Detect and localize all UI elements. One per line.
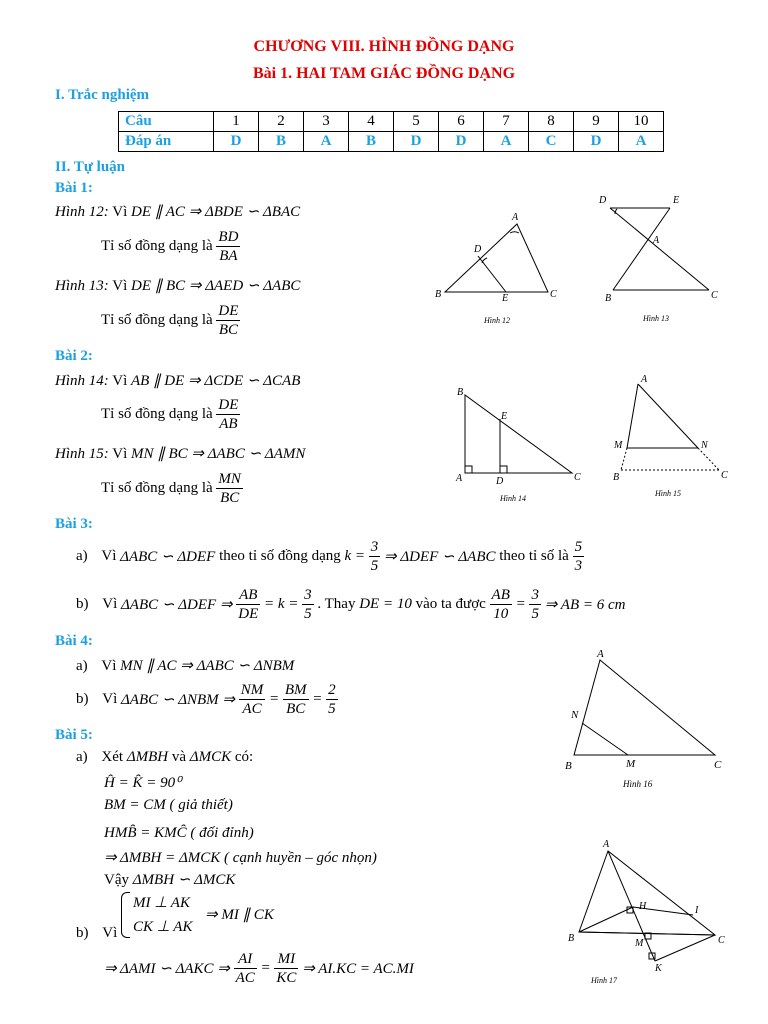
- math-expression: DE = 10: [359, 596, 412, 612]
- numerator: BD: [218, 229, 239, 245]
- point-label: A: [597, 648, 604, 660]
- numerator: MN: [218, 471, 241, 487]
- math-expression: ΔMBH: [126, 749, 169, 765]
- math-expression: ΔABC ∽ ΔNBM ⇒: [121, 692, 235, 708]
- bai5-line5: [104, 870, 235, 889]
- numerator: 2: [328, 682, 336, 698]
- question-number: 9: [574, 112, 619, 132]
- point-label: C: [714, 759, 722, 771]
- math-k: k =: [344, 548, 366, 564]
- vi-word: Vì: [102, 925, 118, 941]
- bai1-h13-ratio: [101, 302, 240, 339]
- figure-caption: Hình 15: [655, 489, 681, 498]
- vi-word: Vì: [112, 204, 128, 220]
- item-marker: b): [76, 596, 89, 612]
- segment-mb: [621, 448, 627, 470]
- fraction: [239, 681, 266, 718]
- fraction: [216, 302, 240, 339]
- point-label: E: [673, 195, 680, 206]
- ratio-text: Tỉ số đồng dạng là: [101, 238, 213, 254]
- section-tu-luan: II. Tự luận: [55, 159, 126, 175]
- fraction: [573, 538, 585, 575]
- denominator: KC: [276, 970, 297, 986]
- point-label: M: [626, 758, 636, 770]
- figure-caption: Hình 12: [484, 316, 510, 325]
- vi-word: Vì: [112, 373, 128, 389]
- figure-ref: Hình 15:: [55, 446, 109, 462]
- figure-ref: Hình 12:: [55, 204, 109, 220]
- figure-caption: Hình 14: [500, 494, 526, 503]
- math-eq: =: [312, 691, 323, 707]
- math-expression: ΔABC ∽ ΔDEF ⇒: [121, 597, 233, 613]
- numerator: 3: [370, 539, 379, 555]
- denominator: 10: [493, 606, 509, 622]
- numerator: DE: [218, 397, 239, 413]
- ratio-text: Tỉ số đồng dạng là: [101, 480, 213, 496]
- bai1-label: Bài 1:: [55, 180, 93, 196]
- bai2-h15-ratio: [101, 470, 243, 507]
- numerator: 3: [531, 587, 539, 603]
- answer-cell: D: [574, 132, 619, 152]
- answer-cell: C: [529, 132, 574, 152]
- point-label: A: [512, 212, 519, 223]
- point-label: M: [614, 440, 623, 451]
- question-number: 7: [484, 112, 529, 132]
- segment-an: [638, 384, 698, 448]
- point-label: B: [435, 289, 442, 300]
- point-label: A: [456, 473, 463, 484]
- point-label: B: [613, 472, 620, 483]
- bai5-final-line: ⇒ ΔAMI ∽ ΔAKC ⇒ $\frac{AI}{AC}$ = $\frac{MI}{KC}$ ⇒ AI.KC = AC.MI: [104, 951, 414, 986]
- answer-cell: B: [259, 132, 304, 152]
- point-label: C: [718, 935, 725, 946]
- math-expression: ΔMCK: [189, 749, 232, 765]
- bai2-label: Bài 2:: [55, 348, 93, 364]
- answer-cell: A: [484, 132, 529, 152]
- math-expression: ⇒ AB = 6 cm: [544, 597, 626, 613]
- fraction: [216, 470, 243, 507]
- table-header-dap-an: Đáp án: [119, 132, 214, 152]
- bai5-line2: [104, 797, 233, 814]
- ratio-text: Tỉ số đồng dạng là: [101, 406, 213, 422]
- fraction: [216, 228, 240, 265]
- triangle-abc: [465, 395, 572, 473]
- va-word: và: [171, 749, 187, 765]
- question-number: 6: [439, 112, 484, 132]
- answer-cell: D: [394, 132, 439, 152]
- vi-word: Vì: [102, 596, 118, 612]
- answer-cell: D: [439, 132, 484, 152]
- co-word: có:: [234, 749, 254, 765]
- vi-word: Vì: [112, 446, 128, 462]
- math-expression: BM = CM: [104, 797, 166, 813]
- item-marker: a): [76, 548, 88, 564]
- bai5-label: Bài 5:: [55, 727, 93, 743]
- answer-cell: A: [304, 132, 349, 152]
- point-label: C: [574, 472, 581, 483]
- vi-word: Vì: [101, 548, 117, 564]
- math-expression: DE ∥ AC ⇒ ΔBDE ∽ ΔBAC: [130, 204, 301, 220]
- segment-am: [627, 384, 638, 448]
- item-marker: b): [76, 925, 89, 941]
- point-label: E: [502, 293, 509, 304]
- math-expression: = k =: [263, 596, 299, 612]
- numerator: MI: [274, 950, 298, 969]
- bai4-b-line: [76, 681, 338, 718]
- angle-mark: [482, 258, 487, 263]
- point-label: B: [457, 387, 464, 398]
- segment-ak: [608, 851, 655, 961]
- numerator: 3: [304, 587, 312, 603]
- point-label: C: [721, 470, 728, 481]
- segment-nm: [582, 723, 628, 755]
- point-label: N: [571, 709, 579, 721]
- denominator: 5: [304, 606, 312, 622]
- denominator: 3: [574, 558, 583, 574]
- bai4-a-line: [76, 656, 294, 675]
- point-label: A: [641, 374, 648, 385]
- math-expression: MN ∥ BC ⇒ ΔABC ∽ ΔAMN: [130, 446, 306, 462]
- figure-12: [430, 205, 565, 330]
- bai5-line4: [104, 848, 377, 867]
- numerator: DE: [218, 303, 239, 319]
- numerator: AB: [236, 586, 260, 605]
- fraction: [369, 538, 381, 575]
- point-label: A: [603, 839, 610, 850]
- text-segment: vào ta được: [415, 596, 486, 612]
- denominator: BC: [218, 322, 238, 338]
- question-number: 3: [304, 112, 349, 132]
- point-label: N: [701, 440, 708, 451]
- item-marker: a): [76, 658, 88, 674]
- table-row: [119, 132, 664, 152]
- bai5-line1: H̑ = K̑ = 90⁰: [104, 775, 182, 791]
- xet-word: Xét: [101, 749, 124, 765]
- figure-ref: Hình 14:: [55, 373, 109, 389]
- math-expression: ⇒ ΔMBH = ΔMCK: [104, 850, 221, 866]
- fraction: [326, 681, 338, 718]
- bai3-label: Bài 3:: [55, 516, 93, 532]
- table-row: [119, 112, 664, 132]
- item-marker: b): [76, 691, 89, 707]
- math-expression: ⇒ AI.KC = AC.MI: [302, 961, 414, 977]
- figure-caption: Hình 16: [623, 779, 653, 789]
- answer-table: [118, 111, 664, 152]
- denominator: AB: [219, 416, 238, 432]
- text-segment: theo tỉ số đồng dạng: [219, 548, 341, 564]
- figure-ref: Hình 13:: [55, 278, 109, 294]
- vi-word: Vì: [112, 278, 128, 294]
- denominator: DE: [238, 606, 259, 622]
- bai1-h12-ratio: [101, 228, 240, 265]
- figure-caption: Hình 13: [643, 314, 669, 323]
- numerator: BM: [284, 682, 307, 698]
- point-label: B: [568, 933, 575, 944]
- lesson-title: Bài 1. HAI TAM GIÁC ĐỒNG DẠNG: [252, 65, 516, 82]
- answer-cell: D: [214, 132, 259, 152]
- system-brace: [121, 892, 130, 938]
- math-eq: =: [269, 691, 280, 707]
- bai3-a-line: [76, 538, 584, 575]
- denominator: 5: [328, 701, 336, 717]
- bai5-b-marker: [76, 925, 117, 942]
- denominator: 5: [531, 606, 539, 622]
- bai3-b-line: [76, 586, 625, 623]
- point-label: K: [655, 963, 662, 974]
- bai2-h14-ratio: [101, 396, 240, 433]
- system-result: ⇒ MI ∥ CK: [205, 907, 274, 923]
- figure-16: [560, 645, 735, 795]
- right-angle-mark: [500, 466, 507, 473]
- fraction: [283, 681, 309, 718]
- point-label: B: [605, 293, 612, 304]
- point-label: E: [501, 411, 508, 422]
- denominator: 5: [370, 558, 379, 574]
- denominator: BC: [286, 701, 306, 717]
- fraction: [234, 950, 257, 987]
- math-expression: AB ∥ DE ⇒ ΔCDE ∽ ΔCAB: [130, 373, 301, 389]
- note: ( cạnh huyền – góc nhọn): [224, 850, 377, 866]
- chapter-title: CHƯƠNG VIII. HÌNH ĐỒNG DẠNG: [253, 38, 515, 55]
- point-label: A: [653, 235, 660, 246]
- figure-17: [563, 835, 738, 990]
- segment-ck: [655, 935, 715, 961]
- point-label: H: [639, 901, 647, 912]
- numerator: NM: [240, 682, 264, 698]
- denominator: AC: [235, 970, 255, 986]
- right-angle-mark: [465, 466, 472, 473]
- triangle-abc: [574, 660, 715, 755]
- ratio-text: Tỉ số đồng dạng là: [101, 312, 213, 328]
- fraction: [274, 950, 298, 987]
- point-label: M: [635, 938, 644, 949]
- item-marker: a): [76, 749, 88, 765]
- math-expression: ΔMBH ∽ ΔMCK: [132, 872, 236, 888]
- math-expression: ⇒ ΔDEF ∽ ΔABC: [384, 549, 496, 565]
- question-number: 2: [259, 112, 304, 132]
- bai1-h13-line: [55, 276, 300, 295]
- answer-cell: B: [349, 132, 394, 152]
- denominator: AC: [242, 701, 262, 717]
- vi-word: Vì: [102, 691, 118, 707]
- figure-13: [595, 190, 725, 325]
- question-number: 5: [394, 112, 439, 132]
- math-expression: ΔABC ∽ ΔDEF: [120, 549, 216, 565]
- point-label: I: [695, 905, 699, 916]
- point-label: D: [599, 195, 607, 206]
- system-line2: CK ⊥ AK: [133, 919, 193, 935]
- triangle-abc: [445, 224, 548, 292]
- bai5-line3: [104, 825, 254, 842]
- fraction: [490, 586, 512, 623]
- note: ( giả thiết): [169, 797, 233, 813]
- system-line1: MI ⊥ AK: [133, 895, 190, 911]
- fraction: [529, 586, 541, 623]
- fraction: [236, 586, 260, 623]
- numerator: AB: [491, 587, 510, 603]
- math-expression: ⇒ ΔAMI ∽ ΔAKC ⇒: [104, 961, 230, 977]
- vay-word: Vậy: [104, 872, 129, 888]
- point-label: C: [711, 290, 718, 301]
- figure-14: [452, 385, 587, 510]
- point-label: B: [565, 760, 572, 772]
- numerator: 5: [574, 539, 583, 555]
- angle-mark: [510, 232, 519, 233]
- fraction: [216, 396, 240, 433]
- denominator: BC: [220, 490, 240, 506]
- math-eq: =: [515, 596, 526, 612]
- math-expression: HMB̑ = KMC̑: [104, 825, 187, 841]
- numerator: AI: [234, 950, 257, 969]
- bai2-h15-line: [55, 444, 305, 463]
- segment-eb: [613, 208, 670, 290]
- figure-15: [605, 370, 735, 502]
- bai4-label: Bài 4:: [55, 633, 93, 649]
- vi-word: Vì: [101, 658, 117, 674]
- question-number: 1: [214, 112, 259, 132]
- math-expression: MN ∥ AC ⇒ ΔABC ∽ ΔNBM: [120, 658, 295, 674]
- math-expression: DE ∥ BC ⇒ ΔAED ∽ ΔABC: [130, 278, 301, 294]
- figure-caption: Hình 17: [591, 976, 617, 985]
- table-header-cau: Câu: [119, 112, 214, 132]
- answer-cell: A: [619, 132, 664, 152]
- text-segment: . Thay: [317, 596, 356, 612]
- question-number: 8: [529, 112, 574, 132]
- point-label: D: [474, 244, 482, 255]
- denominator: BA: [219, 248, 238, 264]
- bai5-a-line: [76, 749, 253, 766]
- fraction: [302, 586, 314, 623]
- question-number: 4: [349, 112, 394, 132]
- segment-dc: [610, 208, 709, 290]
- segment-nc: [698, 448, 719, 470]
- point-label: D: [496, 476, 504, 487]
- point-label: C: [550, 289, 557, 300]
- bai2-h14-line: [55, 371, 300, 390]
- note: ( đối đỉnh): [190, 825, 254, 841]
- text-segment: theo tỉ số là: [499, 548, 569, 564]
- question-number: 10: [619, 112, 664, 132]
- bai1-h12-line: [55, 202, 300, 221]
- section-trac-nghiem: I. Trắc nghiệm: [55, 87, 150, 103]
